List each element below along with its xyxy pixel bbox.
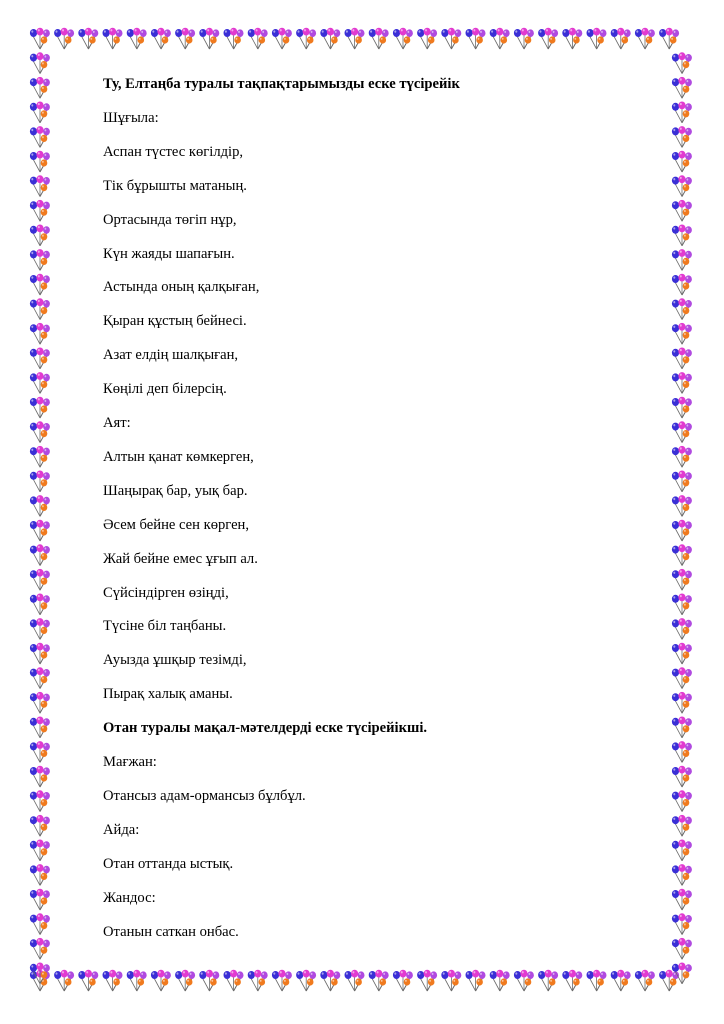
section-heading: Отан туралы мақал-мәтелдерді еске түсірейікші. [103,720,428,737]
balloon-icon [175,970,195,991]
balloon-icon [611,28,631,49]
balloon-icon [151,28,171,49]
balloon-icon [672,372,692,393]
text-line: Аспан түстес көгілдір, [103,143,244,160]
balloon-icon [672,594,692,615]
balloon-icon [635,28,655,49]
balloon-icon [296,28,316,49]
text-line: Астында оның қалқыған, [103,279,260,296]
balloon-icon [248,28,268,49]
balloon-icon [30,594,50,615]
balloon-icon [369,970,389,991]
balloon-icon [672,298,692,319]
balloon-icon [466,970,486,991]
balloon-icon [441,28,461,49]
balloon-icon [672,421,692,442]
balloon-icon [30,717,50,738]
balloon-icon [672,643,692,664]
balloon-icon [103,28,123,49]
balloon-icon [30,225,50,246]
balloon-icon [672,323,692,344]
balloon-icon [30,372,50,393]
text-line: Түсіне біл таңбаны. [103,618,227,635]
balloon-icon [672,790,692,811]
balloon-icon [30,298,50,319]
text-line: Тік бұрышты матаның. [103,177,247,194]
balloon-icon [417,28,437,49]
balloon-icon [54,970,74,991]
balloon-icon [127,970,147,991]
text-line: Азат елдің шалқыған, [103,347,239,364]
balloon-icon [127,28,147,49]
balloon-icon [30,544,50,565]
balloon-icon [672,77,692,98]
balloon-icon [672,864,692,885]
balloon-icon [30,815,50,836]
balloon-icon [78,970,98,991]
balloon-icon [54,28,74,49]
text-line: Әсем бейне сен көрген, [103,516,250,533]
balloon-icon [672,766,692,787]
balloon-icon [345,28,365,49]
balloon-icon [30,446,50,467]
balloon-icon [320,28,340,49]
balloon-icon [30,471,50,492]
balloon-icon [224,28,244,49]
balloon-icon [672,889,692,910]
balloon-icon [393,970,413,991]
text-line: Жандос: [103,889,156,906]
balloon-icon [672,520,692,541]
balloon-icon [672,840,692,861]
balloon-icon [672,741,692,762]
balloon-icon [672,913,692,934]
text-line: Ортасында төгіп нұр, [103,211,237,228]
balloon-icon [672,667,692,688]
balloon-icon [175,28,195,49]
balloon-icon [30,913,50,934]
balloon-icon [672,544,692,565]
balloon-icon [672,126,692,147]
balloon-icon [78,28,98,49]
balloon-icon [441,970,461,991]
balloon-icon [417,970,437,991]
balloon-icon [672,569,692,590]
balloon-icon [672,692,692,713]
balloon-icon [30,102,50,123]
balloon-icon [514,28,534,49]
balloon-icon [320,970,340,991]
text-line: Пырақ халық аманы. [103,686,233,703]
balloon-icon [672,52,692,73]
balloon-icon [562,28,582,49]
balloon-icon [672,397,692,418]
balloon-icon [672,102,692,123]
balloon-icon [672,717,692,738]
balloon-icon [490,970,510,991]
balloon-icon [30,741,50,762]
balloon-icon [30,274,50,295]
balloon-icon [393,28,413,49]
balloon-icon [30,667,50,688]
balloon-icon [103,970,123,991]
balloon-icon [30,151,50,172]
balloon-icon [272,970,292,991]
balloon-icon [672,200,692,221]
balloon-icon [30,864,50,885]
balloon-icon [672,249,692,270]
text-line: Мағжан: [103,754,157,770]
balloon-icon [672,495,692,516]
balloon-icon [30,28,50,49]
balloon-icon [224,970,244,991]
balloon-icon [30,77,50,98]
balloon-icon [369,28,389,49]
balloon-icon [30,249,50,270]
balloon-icon [30,643,50,664]
balloon-icon [672,446,692,467]
text-line: Аят: [103,415,131,431]
balloon-icon [672,151,692,172]
balloon-icon [587,970,607,991]
text-line: Отан оттанда ыстық. [103,855,234,872]
section-heading: Ту, Елтаңба туралы тақпақтарымызды еске түсірейік [103,76,460,92]
balloon-icon [538,970,558,991]
balloon-icon [199,28,219,49]
balloon-icon [672,175,692,196]
balloon-icon [30,200,50,221]
balloon-icon [30,569,50,590]
balloon-icon [672,225,692,246]
text-line: Жай бейне емес ұғып ал. [103,550,258,567]
balloon-icon [30,938,50,959]
balloon-icon [199,970,219,991]
text-line: Шұғыла: [103,109,159,126]
text-line: Қыран құстың бейнесі. [103,313,247,330]
balloon-icon [587,28,607,49]
balloon-icon [635,970,655,991]
balloon-icon [611,970,631,991]
balloon-icon [151,970,171,991]
text-line: Отансыз адам-орман​сыз бұлбұл. [103,787,306,804]
balloon-icon [672,471,692,492]
balloon-icon [30,766,50,787]
balloon-icon [30,692,50,713]
balloon-icon [272,28,292,49]
balloon-icon [562,970,582,991]
balloon-icon [30,840,50,861]
balloon-icon [466,28,486,49]
balloon-icon [30,348,50,369]
balloon-icon [659,28,679,49]
text-line: Отанын саткан онбас. [103,923,239,940]
balloon-icon [30,520,50,541]
balloon-icon [30,175,50,196]
text-line: Сүйсіндірген өзіңді, [103,584,229,601]
text-line: Ауызда ұшқыр тезімді, [103,652,247,669]
balloon-icon [672,618,692,639]
balloon-icon [30,126,50,147]
balloon-icon [30,52,50,73]
balloon-icon [514,970,534,991]
balloon-icon [30,323,50,344]
balloon-icon [30,495,50,516]
balloon-icon [30,618,50,639]
balloon-icon [248,970,268,991]
balloon-icon [672,815,692,836]
balloon-icon [30,790,50,811]
balloon-icon [672,938,692,959]
balloon-icon [296,970,316,991]
balloon-icon [672,274,692,295]
balloon-icon [538,28,558,49]
text-line: Көңілі деп білерсің. [103,381,227,398]
balloon-icon [490,28,510,49]
balloon-icon [30,397,50,418]
text-line: Алтын қанат көмкерген, [103,448,254,465]
text-line: Күн жаяды шапағын. [103,245,235,262]
balloon-icon [30,889,50,910]
balloon-icon [672,348,692,369]
balloon-icon [345,970,365,991]
balloon-icon [30,421,50,442]
text-line: Шаңырақ бар, уық бар. [103,482,248,499]
text-line: Айда: [103,821,140,838]
